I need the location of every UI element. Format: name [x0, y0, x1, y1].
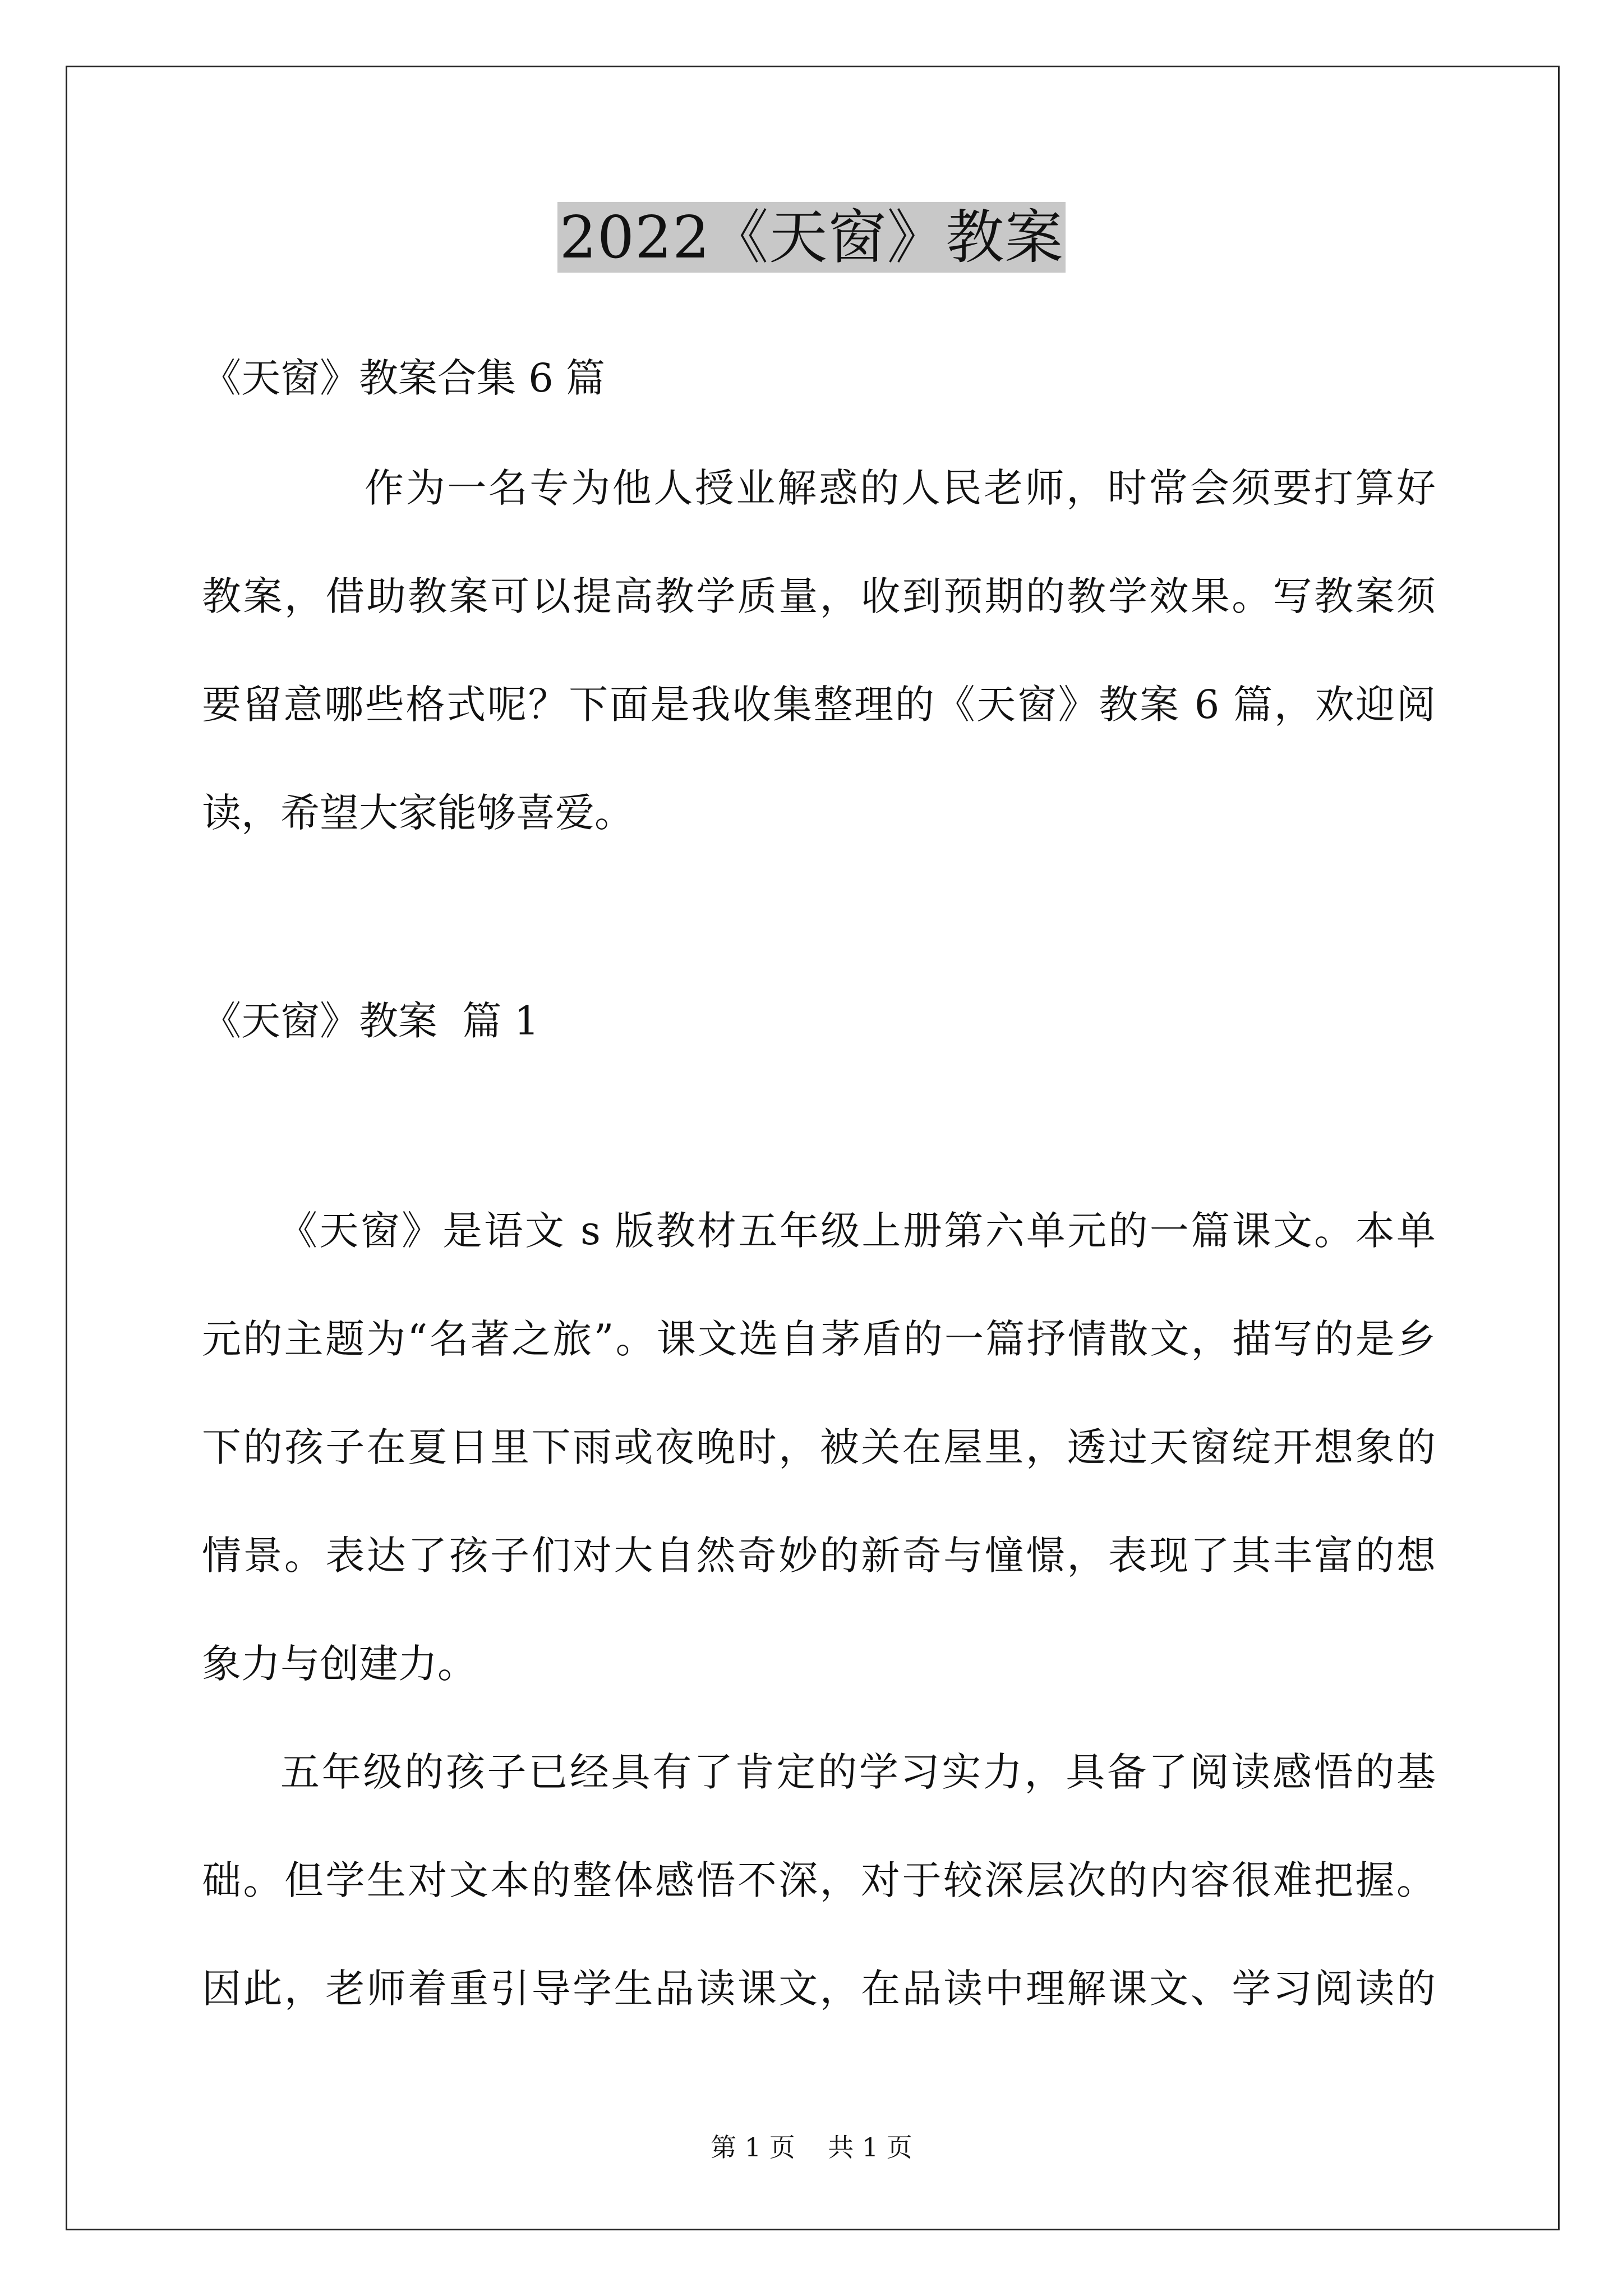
paragraph1-line-3: 下的孩子在夏日里下雨或夜晚时，被关在屋里，透过天窗绽开想象的: [202, 1424, 1436, 1470]
intro-line-4: 读，希望大家能够喜爱。: [202, 790, 634, 836]
paragraph1-line-1: 《天窗》是语文 s 版教材五年级上册第六单元的一篇课文。本单: [278, 1208, 1436, 1254]
intro-line-2: 教案，借助教案可以提高教学质量，收到预期的教学效果。写教案须: [202, 573, 1436, 619]
title-container: [0, 202, 1623, 273]
paragraph1-line-4: 情景。表达了孩子们对大自然奇妙的新奇与憧憬，表现了其丰富的想: [202, 1533, 1436, 1579]
section-heading: 《天窗》教案 篇 1: [202, 998, 540, 1044]
page-number: 第 1 页 共 1 页: [711, 2132, 912, 2162]
page-footer: [0, 2132, 1623, 2163]
document-title: 2022《天窗》教案: [557, 202, 1066, 273]
paragraph2-line-3: 因此，老师着重引导学生品读课文，在品读中理解课文、学习阅读的: [202, 1966, 1436, 2012]
document-subtitle: 《天窗》教案合集 6 篇: [202, 355, 606, 401]
paragraph1-line-2: 元的主题为“名著之旅”。课文选自茅盾的一篇抒情散文，描写的是乡: [202, 1316, 1436, 1362]
paragraph2-line-1: 五年级的孩子已经具有了肯定的学习实力，具备了阅读感悟的基: [280, 1749, 1436, 1795]
paragraph1-line-5: 象力与创建力。: [202, 1641, 477, 1687]
paragraph2-line-2: 础。但学生对文本的整体感悟不深，对于较深层次的内容很难把握。: [202, 1857, 1436, 1903]
intro-line-1: 作为一名专为他人授业解惑的人民老师，时常会须要打算好: [365, 465, 1436, 511]
intro-line-3: 要留意哪些格式呢？下面是我收集整理的《天窗》教案 6 篇，欢迎阅: [202, 682, 1436, 728]
